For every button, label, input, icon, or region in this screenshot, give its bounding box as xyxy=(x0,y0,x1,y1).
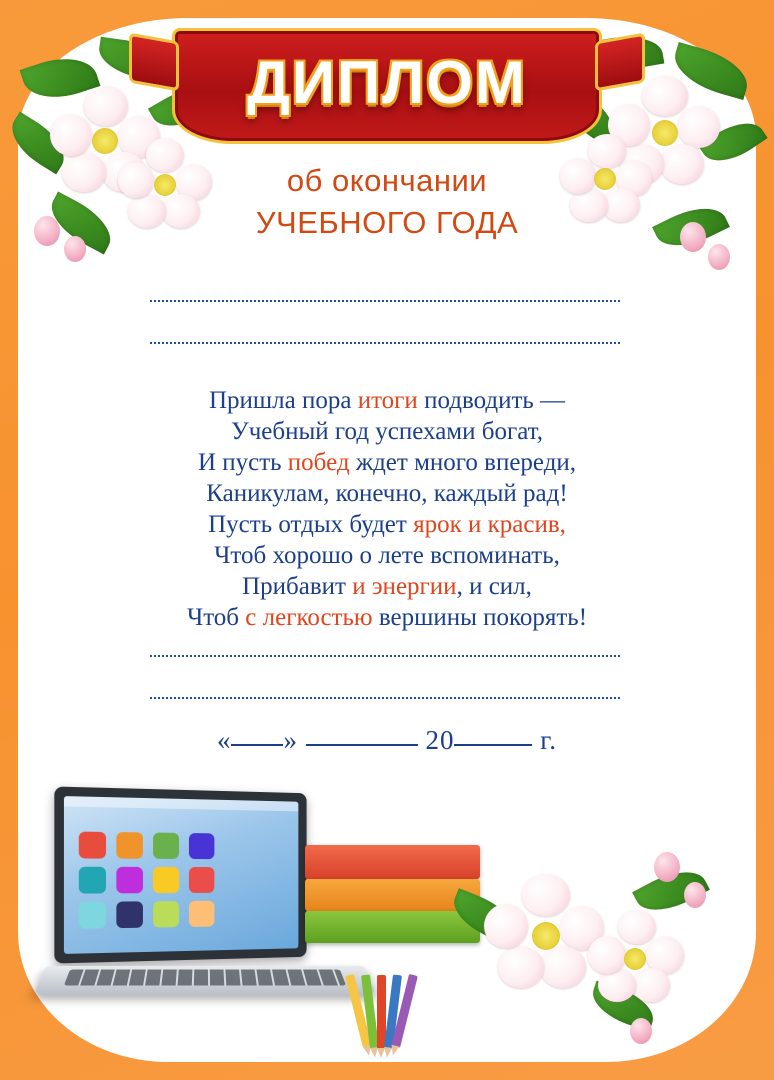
date-row xyxy=(0,725,774,756)
poem-line xyxy=(40,447,734,478)
title-ribbon xyxy=(172,28,602,146)
poem-line xyxy=(40,602,734,633)
quote-close: » xyxy=(283,725,298,755)
flower-cluster-bottom-right xyxy=(440,840,740,1070)
poem-segment: подводить — xyxy=(417,387,566,414)
bud-icon xyxy=(684,882,706,908)
poem-highlight: ярок и красив, xyxy=(413,511,566,538)
blank-line[interactable] xyxy=(150,697,620,699)
blank-line[interactable] xyxy=(150,342,620,344)
poem-segment: Пришла пора xyxy=(208,387,358,414)
bud-icon xyxy=(708,244,730,270)
year-suffix: г. xyxy=(540,725,558,755)
day-field[interactable] xyxy=(231,744,283,746)
subtitle-line-1: об окончании xyxy=(286,163,488,198)
poem-line xyxy=(40,571,734,602)
laptop-screen xyxy=(64,796,298,954)
poem-highlight: с легкостью xyxy=(245,604,373,631)
poem-line xyxy=(40,478,734,509)
laptop-lid xyxy=(54,786,306,963)
poem-segment: И пусть xyxy=(197,449,288,476)
poem-text xyxy=(40,385,734,633)
poem-highlight: итоги xyxy=(357,387,418,414)
poem-line xyxy=(40,540,734,571)
bud-icon xyxy=(654,852,680,882)
bud-icon xyxy=(630,1018,652,1044)
blank-line[interactable] xyxy=(150,655,620,657)
poem-highlight: побед xyxy=(287,449,350,476)
poem-line xyxy=(40,385,734,416)
blossom-icon xyxy=(588,910,684,1006)
poem-segment: Чтоб xyxy=(186,604,246,631)
poem-line xyxy=(40,416,734,447)
blossom-icon xyxy=(484,874,604,994)
poem-segment: Чтоб хорошо о лете вспоминать, xyxy=(214,542,560,569)
month-field[interactable] xyxy=(306,744,418,746)
poem-segment: Учебный год успехами богат, xyxy=(231,418,543,445)
page-title: ДИПЛОМ xyxy=(247,49,527,116)
quote-open: « xyxy=(216,725,232,755)
poem-segment: Каникулам, конечно, каждый рад! xyxy=(206,480,568,507)
year-field[interactable] xyxy=(454,744,532,746)
subtitle-block xyxy=(0,160,774,244)
laptop-base xyxy=(33,966,377,995)
year-prefix: 20 xyxy=(425,725,455,755)
poem-segment: вершины покорять! xyxy=(372,604,588,631)
screen-app-icons xyxy=(79,832,215,929)
blank-line[interactable] xyxy=(150,300,620,302)
name-fill-lines xyxy=(150,300,620,384)
poem-highlight: и энергии xyxy=(352,573,457,600)
poem-segment: Пусть отдых будет xyxy=(208,511,414,538)
poem-segment: ждет много впереди, xyxy=(349,449,577,476)
poem-segment: , и сил, xyxy=(456,573,532,600)
laptop-keyboard xyxy=(64,970,346,986)
poem-segment: Прибавит xyxy=(242,573,353,600)
poem-line xyxy=(40,509,734,540)
subtitle-line-2: УЧЕБНОГО ГОДА xyxy=(255,205,519,240)
